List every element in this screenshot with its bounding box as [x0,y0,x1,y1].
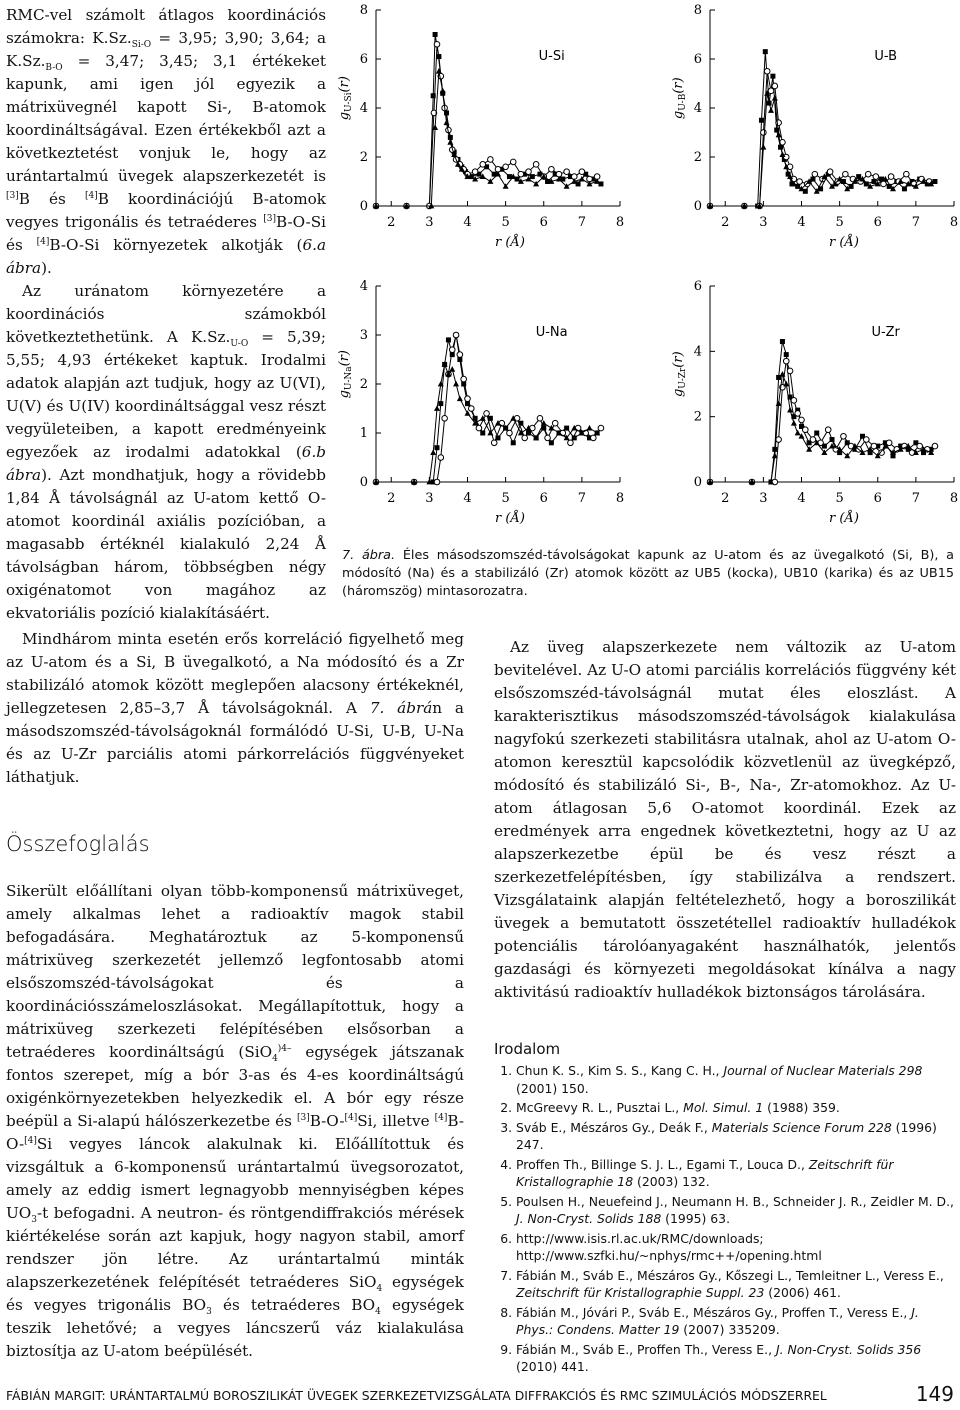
x-tick-label: 3 [425,491,434,506]
data-point-square [759,118,764,123]
data-point-circle [461,376,467,382]
paragraph-uranium: Az uránatom környezetére a koordinációs számokból következtethetünk. A $K.Sz._{U-O} = 5,39$; 5,55; 4,93 értékeket kaptuk. Irodalmi adatok alapján azt tudjuk, hogy az U(VI), U(V) és U(IV) koordináltsággal vesz részt vegyületeiben, a kapott eredményeink egyezőek az irodalmi adatokkal (6.b ábra). Azt mondhatjuk, hogy a rövidebb 1,84 Å távolságnál az U-atom kettő O-atomot koordinál axiális pozícióban, a magasabb értéknél kialakuló 2,24 Å távolságban három, többségben négy oxigénatomot von magához az ekvatoriális pozíció kialakításáért. [6,282,326,622]
x-tick-label: 3 [759,491,768,506]
data-point-circle [787,368,793,374]
data-point-triangle [795,430,801,436]
data-point-triangle [776,400,782,406]
reference-item: 6. http://www.isis.rl.ac.uk/RMC/downloads; http://www.szfki.hu/~nphys/rmc++/opening.html [516,1230,956,1265]
chart-u-zr-svg [672,276,960,544]
data-point-circle [591,435,597,441]
y-tick-label: 8 [693,3,702,18]
data-point-triangle [587,425,593,431]
x-tick-label: 6 [539,491,548,506]
data-point-square [549,440,554,445]
x-tick-label: 8 [615,491,625,506]
data-point-circle [484,411,490,417]
data-point-circle [434,42,440,48]
data-point-circle [465,396,471,402]
summary-paragraph: Sikerült előállítani olyan több-komponensű mátrixüveget, amely alkalmas lehet a radioaktív magok stabil befogadására. Meghatároztuk az 5-komponensű mátrixüveg szerkezetét jellemző legfontosabb atomi elsőszomszéd-távolságokat és a koordinációsszámeloszlásokat. Megállapítottuk, hogy a mátrixüveg szerkezeti felépítésében elsősorban a tetraéderes koordináltságú (SiO$_4^{)4-}$ egységek játszanak fontos szerepet, míg a bór 3-as és 4-es koordináltságú oxigénkörnyezetekben helyezkedik el. A bór egy része beépül a Si-alapú hálószerkezetbe és [3]B-O-[4]Si, illetve [4]B-O-[4]Si vegyes láncok alakulnak ki. Előállítottuk és vizsgáltuk a 6-komponensű urántartalmú üvegsorozatot, amely az eddig ismert legnagyobb mennyiségben képes $UO_3-t$ befogadni. A neutron- és röntgendiffrakciós mérések kiértékelése során azt kapjuk, hogy nagyon stabil, amorf rendszer jön létre. Az urántartalmú minták alapszerkezetének felépítését tetraéderes SiO$_4$ egységek és vegyes trigonális $BO_3$ és tetraéderes $BO_4$ egységek teszik lehetővé; a vegyes láncszerű váz kialakulása biztosítja az U-atom beépülését. [6,882,464,1360]
data-point-square [433,32,438,37]
data-point-circle [469,406,475,412]
series-line-square [710,342,931,483]
data-point-square [530,174,535,179]
data-point-circle [457,352,463,358]
data-point-triangle [772,95,778,101]
references-list [494,1062,956,1378]
y-tick-label: 0 [359,475,368,490]
data-point-circle [797,179,803,185]
x-tick-label: 2 [721,491,730,506]
x-tick-label: 5 [835,215,844,230]
y-axis-label: $g_{U-Zr}(r)$ [671,351,688,398]
x-tick-label: 2 [387,215,396,230]
series-line-triangle [376,71,597,206]
series-line-square [376,335,597,482]
data-point-circle [488,157,494,163]
y-tick-label: 4 [693,344,702,360]
x-tick-label: 8 [949,491,959,506]
x-tick-label: 7 [577,491,587,506]
reference-item: 5. Poulsen H., Neuefeind J., Neumann H. B., Schneider J. R., Zeidler M. D., J. Non-Cryst. Solids 188 (1995) 63. [516,1193,956,1228]
y-tick-label: 0 [359,199,368,214]
y-tick-label: 8 [359,3,368,18]
x-tick-label: 6 [539,215,548,230]
x-tick-label: 2 [721,215,730,230]
x-axis-label: r (Å) [829,511,859,526]
y-tick-label: 1 [359,426,368,441]
data-point-circle [476,425,482,431]
data-point-square [435,445,440,450]
data-point-circle [453,332,459,338]
x-tick-label: 7 [911,215,921,230]
data-point-triangle [434,405,440,411]
data-point-circle [791,398,797,404]
data-point-circle [761,130,767,136]
section-title: Összefoglalás [6,832,150,856]
chart-u-si [338,0,628,272]
data-point-square [446,337,451,342]
data-point-square [438,401,443,406]
data-point-triangle [444,120,450,126]
footer-title: FÁBIÁN MARGIT: URÁNTARTALMÚ BOROSZILIKÁT ÜVEGEK SZERKEZETVIZSGÁLATA DIFFRAKCIÓS ÉS RMC SZIMULÁCIÓS MÓDSZERREL [6,1388,827,1403]
data-point-circle [871,443,877,449]
data-point-circle [799,417,805,423]
data-point-circle [825,427,831,433]
x-axis-label: r (Å) [495,235,525,250]
y-tick-label: 3 [359,328,368,343]
data-point-triangle [453,381,459,387]
y-tick-label: 6 [359,52,368,67]
data-point-circle [503,164,509,170]
x-tick-label: 5 [835,491,844,506]
reference-item: 2. McGreevy R. L., Pusztai L., Mol. Simul. 1 (1988) 359. [516,1099,956,1117]
data-point-square [814,431,819,436]
data-point-circle [598,425,604,431]
reference-item: 3. Sváb E., Mészáros Gy., Deák F., Materials Science Forum 228 (1996) 247. [516,1119,956,1154]
x-tick-label: 4 [463,215,472,230]
panel-label: U-Na [535,325,568,340]
x-tick-label: 4 [797,215,806,230]
data-point-triangle [436,68,442,74]
x-tick-label: 8 [949,215,959,230]
series-line-triangle [710,374,931,482]
chart-u-na [338,276,628,548]
data-point-circle [932,443,938,449]
data-point-circle [442,416,448,422]
data-point-circle [776,437,782,443]
paragraph-correlation: Mindhárom minta esetén erős korreláció figyelhető meg az U-atom és a Si, B üvegalkotó, a Na módosító és a Zr stabilizáló atomok között meglepően alacsony értékeknél, jellegzetesen 2,85–3,7 Å távolságoknál. A 7. ábrán a másodszomszéd-távolságoknál formálódó U-Si, U-B, U-Na és az U-Zr parciális atomi párkorrelációs függvényeket láthatjuk. [6,630,464,786]
y-axis-label: $g_{U-Si}(r)$ [337,76,354,121]
y-axis-label: $g_{U-B}(r)$ [671,77,688,120]
panel-label: U-Zr [871,325,900,340]
data-point-circle [888,174,894,180]
data-point-circle [768,88,774,94]
references-title: Irodalom [494,1040,561,1058]
data-point-circle [522,435,528,441]
data-point-circle [579,169,585,175]
data-point-circle [537,416,543,422]
data-point-circle [480,162,486,168]
data-point-circle [549,166,555,172]
reference-item: 9. Fábián M., Sváb E., Proffen Th., Veress E., J. Non-Cryst. Solids 356 (2010) 441. [516,1341,956,1376]
y-tick-label: 2 [693,409,702,425]
data-point-circle [843,171,849,177]
data-point-square [932,179,937,184]
data-point-circle [510,159,516,165]
data-point-circle [810,437,816,443]
panel-label: U-Si [538,49,565,64]
y-tick-label: 0 [693,475,702,490]
y-tick-label: 0 [693,199,702,214]
x-tick-label: 4 [797,491,806,506]
data-point-circle [886,440,892,446]
data-point-circle [803,427,809,433]
y-tick-label: 2 [693,150,702,165]
x-tick-label: 6 [873,215,882,230]
data-point-triangle [447,139,453,145]
data-point-circle [472,169,478,175]
data-point-square [902,186,907,191]
data-point-circle [873,174,879,180]
x-tick-label: 7 [577,215,587,230]
series-line-circle [710,361,935,482]
paragraph-coordination: RMC-vel számolt átlagos koordinációs számokra: $K.Sz._{Si-O} = 3,95$; 3,90; 3,64; a $K.Sz._{B-O} = 3,47$; 3,45; 3,1 értékeket kapunk, ami igen jól egyezik a mátrixüvegnél kapott Si-, B-atomok koordináltságával. Ezen értékekből azt a következtetést vonjuk le, hogy az urántartalmú üvegek alapszerkezetét is [3]B és [4]B koordinációjú B-atomok vegyes trigonális és tetraéderes [3]B-O-Si és [4]B-O-Si környezetek alkotják (6.a ábra). [6,6,327,277]
data-point-square [763,49,768,54]
data-point-circle [827,169,833,175]
data-point-circle [772,83,778,89]
x-axis-label: r (Å) [829,235,859,250]
data-point-square [784,352,789,357]
panel-label: U-B [874,49,898,64]
data-point-circle [526,169,532,175]
page-number: 149 [915,1382,954,1406]
data-point-square [480,431,485,436]
y-tick-label: 6 [693,52,702,67]
data-point-circle [841,433,847,439]
x-tick-label: 2 [387,491,396,506]
x-tick-label: 7 [911,491,921,506]
chart-u-b [672,0,960,272]
data-point-circle [568,440,574,446]
x-tick-label: 5 [501,491,510,506]
x-tick-label: 3 [759,215,768,230]
data-point-circle [507,430,513,436]
chart-u-zr [672,276,960,548]
data-point-circle [783,358,789,364]
series-line-circle [376,335,601,482]
reference-item: 7. Fábián M., Sváb E., Mészáros Gy., Kőszegi L., Temleitner L., Veress E., Zeitschrift für Kristallographie Suppl. 23 (2006) 461. [516,1267,956,1302]
y-tick-label: 4 [693,101,702,116]
series-line-triangle [376,364,597,482]
reference-item: 1. Chun K. S., Kim S. S., Kang C. H., Journal of Nuclear Materials 298 (2001) 150. [516,1062,956,1097]
page-footer [6,1382,954,1406]
series-line-circle [376,44,597,206]
chart-u-si-svg [338,0,628,268]
data-point-square [511,440,516,445]
data-point-circle [917,443,923,449]
data-point-triangle [430,449,436,455]
intro-column [6,4,326,625]
x-tick-label: 4 [463,491,472,506]
y-tick-label: 6 [693,279,702,294]
x-tick-label: 6 [873,491,882,506]
data-point-square [780,339,785,344]
chart-u-b-svg [672,0,960,268]
y-tick-label: 4 [359,101,368,116]
data-point-square [770,74,775,79]
figure-caption: 7. ábra. Éles másodszomszéd-távolságokat kapunk az U-atom és az üvegalkotó (Si, B), a módosító (Na) és a stabilizáló (Zr) atomok között az UB5 (kocka), UB10 (karika) és az UB15 (háromszög) mintasorozatra. [342,548,955,599]
data-point-circle [545,435,551,441]
data-point-circle [533,162,539,168]
data-point-triangle [760,144,766,150]
data-point-square [564,426,569,431]
x-tick-label: 5 [501,215,510,230]
x-axis-label: r (Å) [495,511,525,526]
data-point-circle [438,455,444,461]
data-point-triangle [457,396,463,402]
data-point-circle [864,437,870,443]
reference-item: 4. Proffen Th., Billinge S. J. L., Egami T., Louca D., Zeitschrift für Kristallographie 18 (2003) 132. [516,1156,956,1191]
data-point-triangle [449,366,455,372]
data-point-circle [449,347,455,353]
data-point-circle [764,68,770,74]
conclusion-paragraph: Az üveg alapszerkezete nem változik az U-atom bevitelével. Az U-O atomi parciális korrelációs függvény két elsőszomszéd-távolságnál mutat éles eloszlást. A karakterisztikus másodszomszéd-távolságok kialakulása nagyfokú szerkezeti stabilitásra utalnak, ahol az U-atom O-atomon keresztül kapcsolódik közvetlenül az üvegképző, módosító és stabilizáló Si-, B-, Na-, Zr-atomokhoz. Az U-atom átlagosan 5,6 O-atomot koordinál. Ezek az eredmények arra engednek következtetni, hogy az U az alapszerkezetbe épül be és vesz részt a szerkezetfelépítésben, így stabilizálva a rendszert. Vizsgálataink alapján feltételezhető, hogy a boroszilikát üvegek a bemutatott összetétellel radioaktív hulladékok potenciális tárolóanyagaként használhatók, jelentős gazdasági és környezeti megoldásokat kínálva a nagy aktivitású radioaktív hulladékok biztonságos tárolására. [494,638,956,1001]
x-tick-label: 8 [615,215,625,230]
data-point-circle [795,411,801,417]
data-point-circle [904,171,910,177]
data-point-triangle [440,88,446,94]
data-point-circle [865,171,871,177]
data-point-circle [564,169,570,175]
data-point-triangle [791,420,797,426]
data-point-circle [518,171,524,177]
y-tick-label: 2 [359,150,368,165]
reference-item: 8. Fábián M., Jóvári P., Sváb E., Mészáros Gy., Proffen T., Veress E., J. Phys.: Condens. Matter 19 (2007) 335209. [516,1304,956,1339]
y-axis-label: $g_{U-Na}(r)$ [337,349,354,399]
data-point-circle [491,440,497,446]
y-tick-label: 2 [359,377,368,392]
data-point-circle [434,479,440,485]
data-point-circle [812,171,818,177]
data-point-circle [552,420,558,426]
data-point-triangle [768,107,774,113]
x-tick-label: 3 [425,215,434,230]
y-tick-label: 4 [359,279,368,294]
chart-u-na-svg [338,276,628,544]
